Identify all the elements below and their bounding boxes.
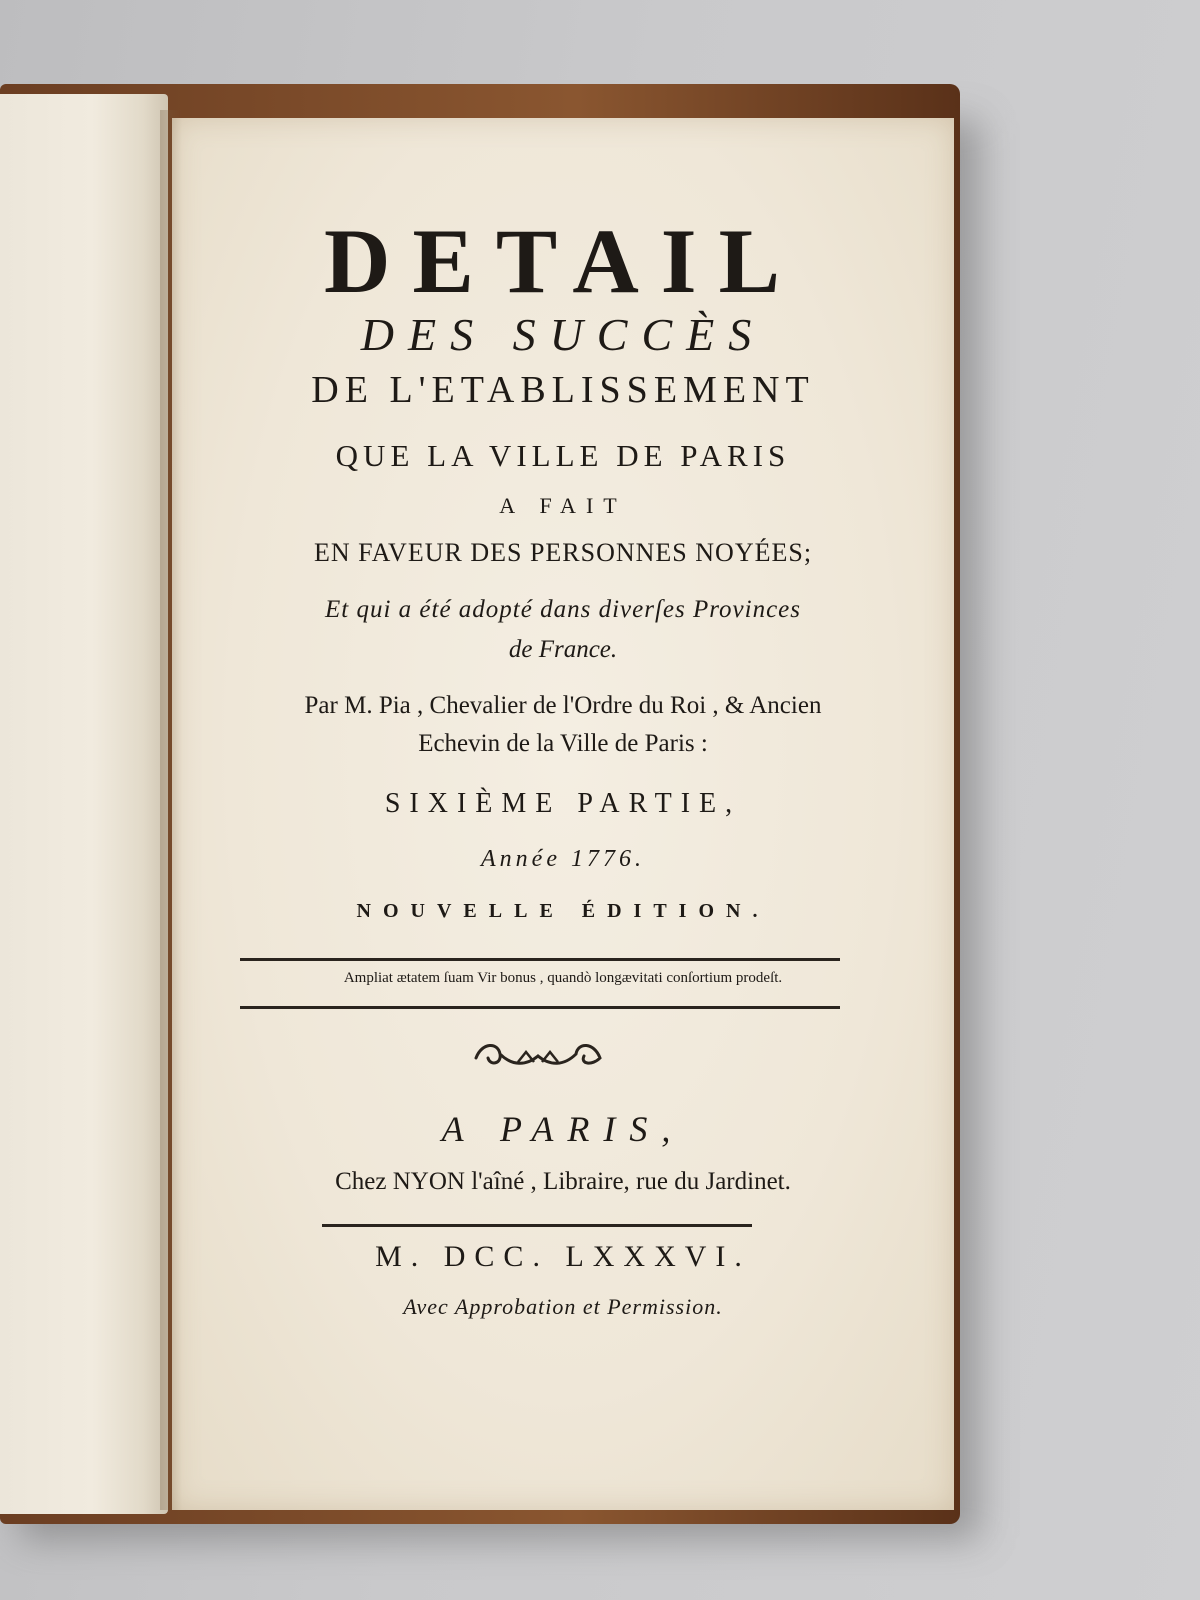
part-heading: SIXIÈME PARTIE, — [384, 788, 742, 819]
year-line: Année 1776. — [481, 846, 645, 872]
date-line: M. DCC. LXXXVI. — [375, 1240, 751, 1273]
edition-line: NOUVELLE ÉDITION. — [356, 900, 770, 922]
publisher-line: Chez NYON l'aîné , Libraire, rue du Jardinet. — [335, 1168, 791, 1195]
title-line-6: EN FAVEUR DES PERSONNES NOYÉES; — [313, 538, 813, 567]
title-line-5: A FAIT — [499, 493, 627, 518]
rule-top — [240, 958, 840, 961]
approval-line: Avec Approbation et Permission. — [403, 1294, 723, 1319]
title-line-3: DE L'ETABLISSEMENT — [311, 369, 815, 411]
rule-publisher — [322, 1224, 752, 1227]
title-line-2: DES SUCCÈS — [360, 309, 766, 360]
rule-bottom — [240, 1006, 840, 1009]
motto: Ampliat ætatem ſuam Vir bonus , quandò longævitati conſortium prodeſt. — [343, 970, 783, 986]
title-line-4: QUE LA VILLE DE PARIS — [335, 438, 791, 473]
subtitle-line-1: Et qui a été adopté dans diverſes Provinces — [325, 596, 801, 623]
ornament-icon — [468, 1036, 608, 1076]
title-page — [172, 118, 954, 1510]
book-gutter — [160, 110, 182, 1510]
title-main: DETAIL — [324, 210, 802, 312]
left-page — [0, 94, 168, 1514]
author-line-1: Par M. Pia , Chevalier de l'Ordre du Roi , & Ancien — [304, 692, 822, 719]
subtitle-line-2: de France. — [508, 636, 618, 663]
author-line-2: Echevin de la Ville de Paris : — [418, 730, 708, 757]
city-line: A PARIS, — [441, 1109, 685, 1149]
